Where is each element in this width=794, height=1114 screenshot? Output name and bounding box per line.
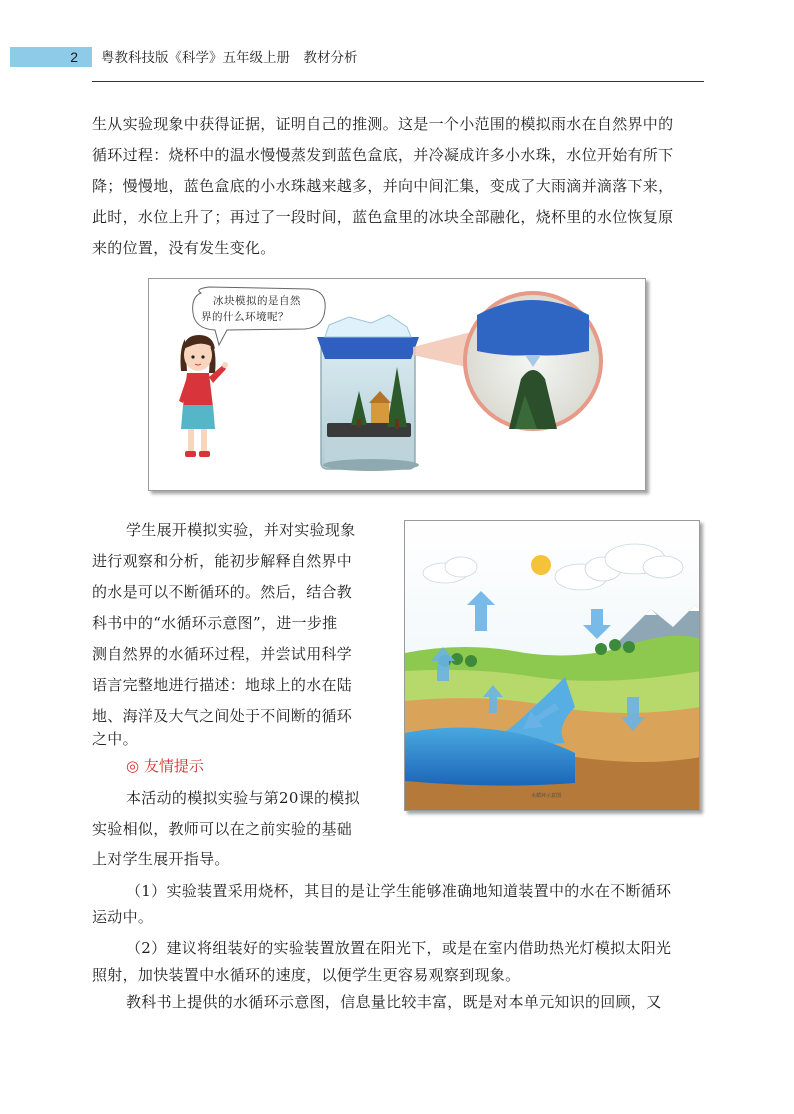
- zoom-inset: [465, 293, 601, 429]
- bubble-text-line-2: 界的什么环境呢？: [201, 311, 289, 323]
- intro-line-4: 此时，水位上升了；再过了一段时间，蓝色盒里的冰块全部融化，烧杯里的水位恢复原: [92, 208, 674, 226]
- side-line-8: 之中。: [92, 730, 138, 748]
- sun: [531, 555, 551, 575]
- bottom-line-5: 教科书上提供的水循环示意图，信息量比较丰富，既是对本单元知识的回顾，又: [126, 993, 662, 1011]
- bottom-line-2: 运动中。: [92, 908, 154, 926]
- water-cycle-caption: 水循环示意图: [531, 793, 562, 799]
- bottom-line-3: （2）建议将组装好的实验装置放置在阳光下，或是在室内借助热光灯模拟太阳光: [126, 939, 672, 957]
- side-line-5: 测自然界的水循环过程，并尝试用科学: [92, 645, 353, 663]
- side-line-3: 的水是可以不断循环的。然后，结合教: [92, 583, 353, 601]
- tip-line-1: 本活动的模拟实验与第20课的模拟: [126, 789, 360, 807]
- tip-marker-icon: ◎: [126, 757, 140, 775]
- bubble-text-line-1: 冰块模拟的是自然: [213, 295, 301, 307]
- running-header-title: 粤教科技版《科学》五年级上册 教材分析: [101, 50, 358, 66]
- intro-line-5: 来的位置，没有发生变化。: [92, 239, 276, 257]
- tip-line-3: 上对学生展开指导。: [92, 850, 230, 868]
- friendly-tip-heading: [126, 753, 204, 779]
- header-divider: [92, 81, 704, 82]
- girl-character: [179, 335, 228, 457]
- side-line-4: 科书中的“水循环示意图”，进一步推: [92, 614, 338, 632]
- side-line-2: 进行观察和分析，能初步解释自然界中: [92, 552, 353, 570]
- bottom-line-4: 照射，加快装置中水循环的速度，以便学生更容易观察到现象。: [92, 966, 521, 984]
- tip-line-2: 实验相似，教师可以在之前实验的基础: [92, 820, 353, 838]
- water-cycle-illustration: [405, 521, 700, 811]
- page-number: 2: [70, 49, 78, 65]
- tip-title: 友情提示: [143, 757, 204, 775]
- side-line-7: 地、海洋及大气之间处于不间断的循环: [92, 707, 353, 725]
- side-line-6: 语言完整地进行描述：地球上的水在陆: [92, 676, 353, 694]
- intro-line-1: 生从实验现象中获得证据，证明自己的推测。这是一个小范围的模拟雨水在自然界中的: [92, 115, 674, 133]
- bottom-line-1: （1）实验装置采用烧杯，其目的是让学生能够准确地知道装置中的水在不断循环: [126, 882, 672, 900]
- intro-line-3: 降；慢慢地，蓝色盒底的小水珠越来越多，并向中间汇集，变成了大雨滴并滴落下来，: [92, 177, 674, 195]
- water-cycle-figure: [404, 520, 700, 811]
- side-line-1: 学生展开模拟实验，并对实验现象: [126, 521, 356, 539]
- beaker-experiment-figure: [148, 278, 646, 491]
- beaker-apparatus: [317, 315, 419, 471]
- intro-line-2: 循环过程：烧杯中的温水慢慢蒸发到蓝色盒底，并冷凝成许多小水珠，水位开始有所下: [92, 146, 674, 164]
